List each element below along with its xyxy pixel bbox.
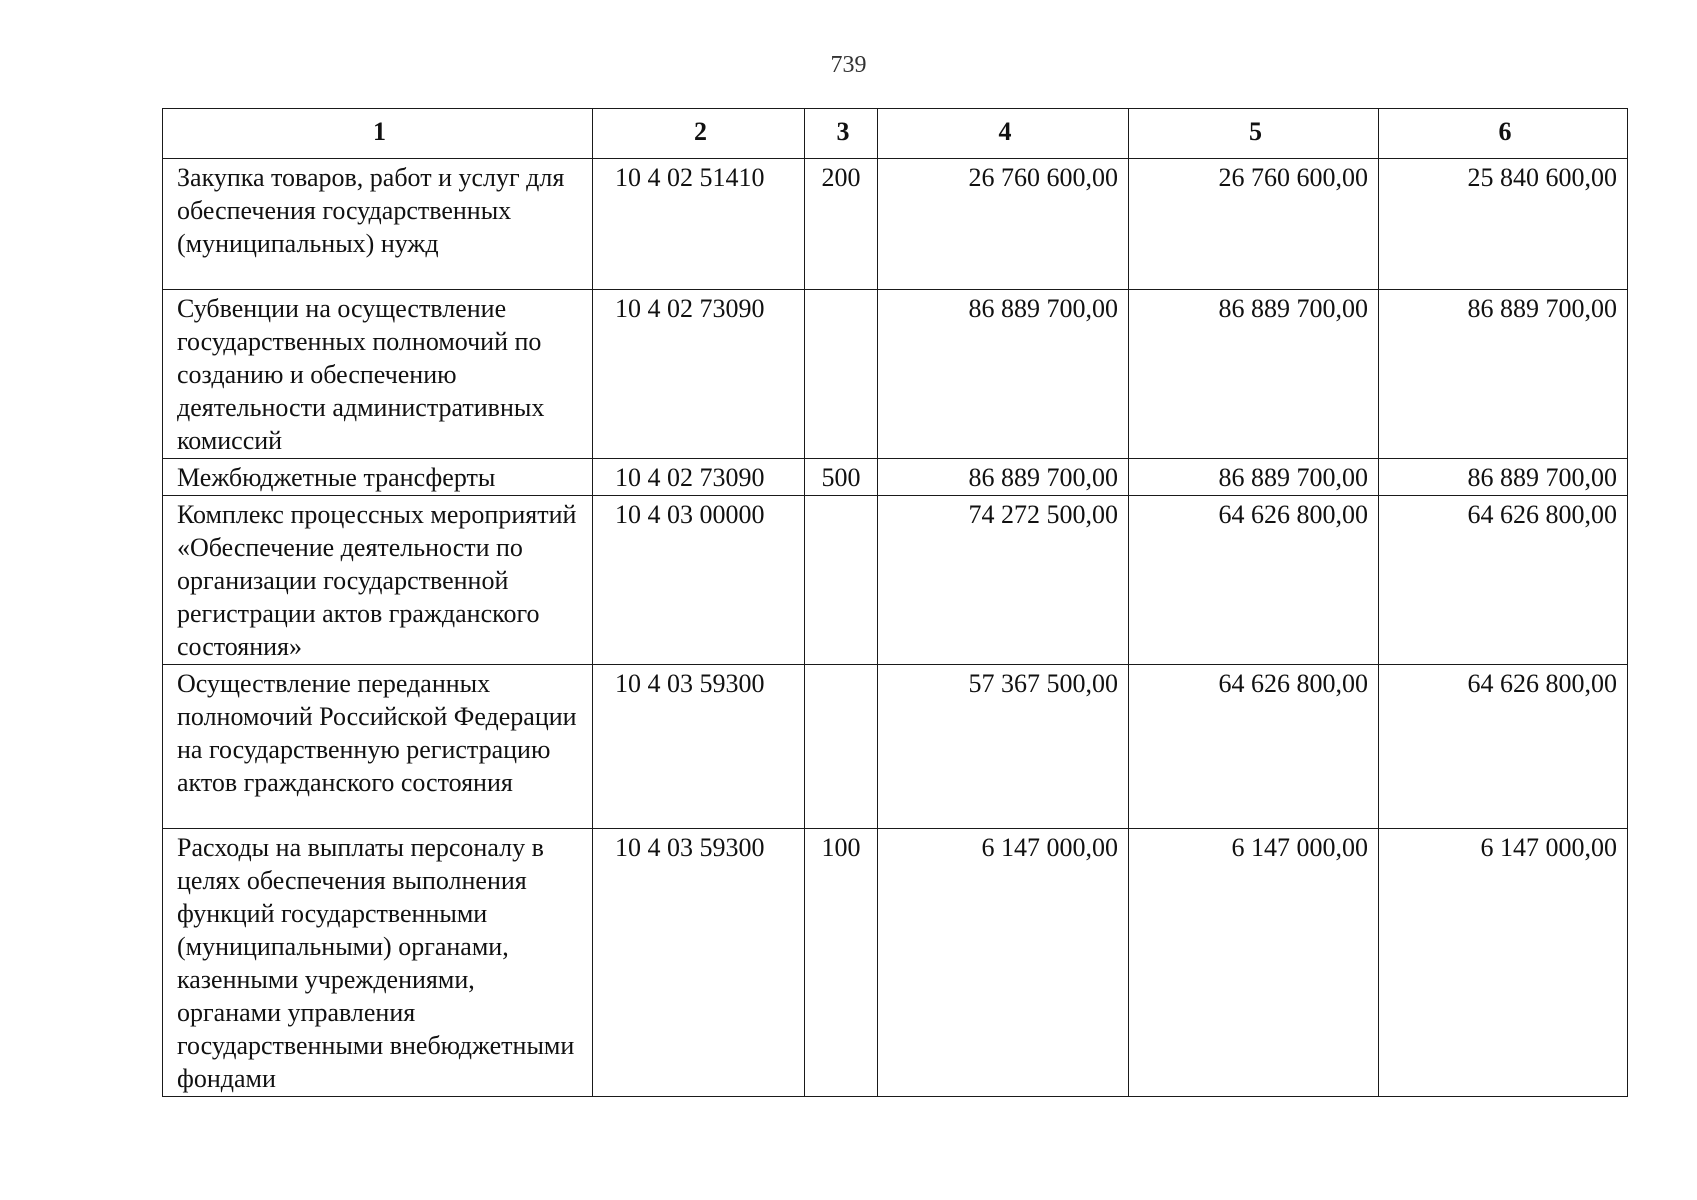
row-expense-type [805, 496, 878, 665]
row-expense-type [805, 665, 878, 829]
page-number: 739 [830, 52, 867, 78]
row-amount-col-5: 6 147 000,00 [1129, 829, 1379, 1097]
row-amount-col-4: 26 760 600,00 [878, 159, 1129, 290]
row-expense-type [805, 290, 878, 459]
row-amount-col-4: 86 889 700,00 [878, 290, 1129, 459]
row-name: Межбюджетные трансферты [163, 459, 593, 496]
table-row [163, 496, 1628, 665]
row-amount-col-6: 25 840 600,00 [1379, 159, 1628, 290]
row-amount-col-6: 6 147 000,00 [1379, 829, 1628, 1097]
row-amount-col-5: 26 760 600,00 [1129, 159, 1379, 290]
row-code: 10 4 02 51410 [593, 159, 805, 290]
row-amount-col-4: 86 889 700,00 [878, 459, 1129, 496]
row-amount-col-6: 64 626 800,00 [1379, 496, 1628, 665]
table-row [163, 829, 1628, 1097]
header-col-6: 6 [1379, 109, 1628, 159]
row-code: 10 4 02 73090 [593, 459, 805, 496]
row-name: Субвенции на осуществление государственных полномочий по созданию и обеспечению деятельности административных комиссий [163, 290, 593, 459]
row-amount-col-4: 57 367 500,00 [878, 665, 1129, 829]
row-amount-col-4: 74 272 500,00 [878, 496, 1129, 665]
row-expense-type: 500 [805, 459, 878, 496]
table-row [163, 459, 1628, 496]
row-name: Расходы на выплаты персоналу в целях обеспечения выполнения функций государственными (муниципальными) органами, казенными учреждениями, органами управления государственными внебюджетными фондами [163, 829, 593, 1097]
row-name: Осуществление переданных полномочий Российской Федерации на государственную регистрацию актов гражданского состояния [163, 665, 593, 829]
row-expense-type: 200 [805, 159, 878, 290]
row-amount-col-6: 86 889 700,00 [1379, 290, 1628, 459]
row-amount-col-5: 86 889 700,00 [1129, 459, 1379, 496]
row-name: Комплекс процессных мероприятий «Обеспечение деятельности по организации государственной регистрации актов гражданского состояния» [163, 496, 593, 665]
row-amount-col-5: 86 889 700,00 [1129, 290, 1379, 459]
row-code: 10 4 03 00000 [593, 496, 805, 665]
row-amount-col-6: 64 626 800,00 [1379, 665, 1628, 829]
table-row [163, 159, 1628, 290]
row-code: 10 4 03 59300 [593, 829, 805, 1097]
header-col-4: 4 [878, 109, 1129, 159]
row-code: 10 4 02 73090 [593, 290, 805, 459]
budget-table [162, 108, 1628, 1097]
row-amount-col-6: 86 889 700,00 [1379, 459, 1628, 496]
table-header-row [163, 109, 1628, 159]
header-col-5: 5 [1129, 109, 1379, 159]
row-amount-col-5: 64 626 800,00 [1129, 665, 1379, 829]
table-row [163, 665, 1628, 829]
row-expense-type: 100 [805, 829, 878, 1097]
header-col-3: 3 [805, 109, 878, 159]
table-row [163, 290, 1628, 459]
row-name: Закупка товаров, работ и услуг для обеспечения государственных (муниципальных) нужд [163, 159, 593, 290]
row-amount-col-5: 64 626 800,00 [1129, 496, 1379, 665]
header-col-1: 1 [163, 109, 593, 159]
header-col-2: 2 [593, 109, 805, 159]
row-amount-col-4: 6 147 000,00 [878, 829, 1129, 1097]
row-code: 10 4 03 59300 [593, 665, 805, 829]
